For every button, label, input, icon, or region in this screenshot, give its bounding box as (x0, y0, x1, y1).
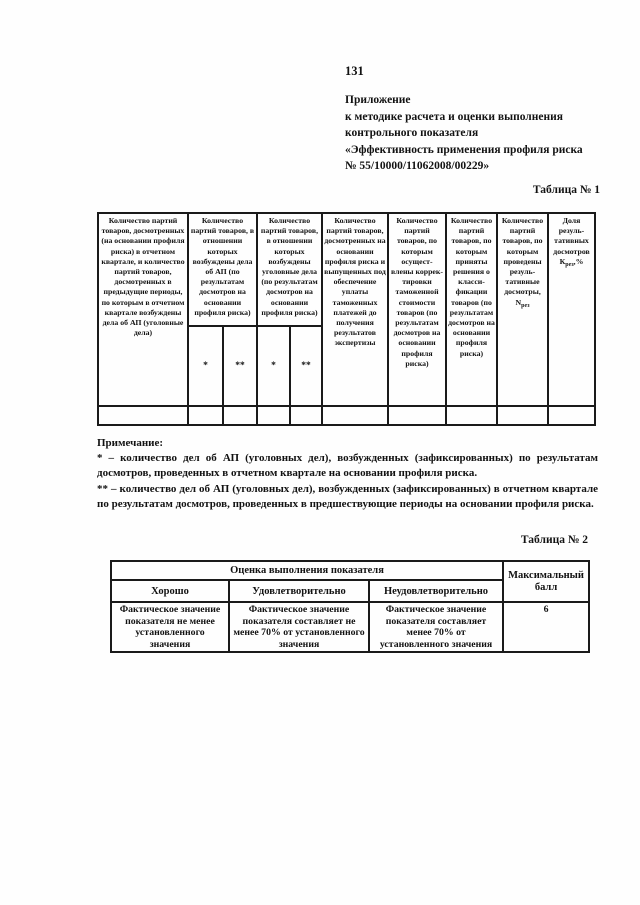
t2-rating-good: Хорошо (111, 580, 229, 602)
t2-max-score-header: Максимальный балл (503, 561, 589, 602)
page-number: 131 (345, 64, 364, 78)
t1-subheader-doublestar: ** (223, 326, 257, 406)
t2-rating-satisfactory: Удовлетворительно (229, 580, 369, 602)
table2-caption: Таблица № 2 (520, 534, 588, 546)
t1-header-col3: Количество партий товаров, в отношении которых возбуждены уголовные дела (по результатам досмотров на основании профиля риска) (257, 213, 322, 326)
t1-empty-cell (98, 406, 188, 425)
t2-max-score-value: 6 (503, 602, 589, 652)
note-double-star: ** – количество дел об АП (уголовных дел), возбужденных (зафиксированных) в отчетном квартале по результатам досмотров, проведенных в предшествующие периоды на основании профиля риска. (97, 482, 598, 510)
t2-rating-unsatisfactory: Неудовлетворительно (369, 580, 503, 602)
t1-empty-cell (388, 406, 446, 425)
t1-header-col1: Количество партий товаров, досмотренных (на основании профиля риска) в отчетном квартале, и количество партий товаров, досмотренных в предыдущие периоды, по которым в отчетном квартале возбуждены дела об АП (уголовные дела) (98, 213, 188, 406)
t2-criterion-good: Фактическое значение показателя не менее установленного значения (111, 602, 229, 652)
t2-criterion-unsatisfactory: Фактическое значение показателя составляет менее 70% от установленного значения (369, 602, 503, 652)
appendix-line: № 55/10000/11062008/00229» (345, 160, 490, 172)
notes-block (97, 436, 598, 512)
t1-empty-cell (548, 406, 595, 425)
t1-header-col4: Количество партий товаров, досмотренных на основании профиля риска и выпущенных под обеспечение уплаты таможенных платежей до получения результатов экспертизы (322, 213, 388, 406)
table1-caption: Таблица № 1 (532, 184, 600, 196)
appendix-title (345, 92, 583, 175)
t2-group-header: Оценка выполнения показателя (111, 561, 503, 580)
table2 (110, 560, 590, 653)
t1-header-col6: Количество партий товаров, по которым приняты решения о класси- фикации товаров (по результатам досмотров на основании профиля риска) (446, 213, 497, 406)
t1-col8-text: Доля резуль- тативных досмотров (553, 216, 590, 256)
t1-subheader-star: * (188, 326, 223, 406)
table1 (97, 212, 596, 426)
t1-header-col8 (548, 213, 595, 406)
t1-col8-symbol: $К_{рез},\%$ (559, 256, 584, 268)
t1-col7-symbol: $N_{рез}$ (515, 297, 530, 309)
t1-empty-cell (322, 406, 388, 425)
note-single-star: * – количество дел об АП (уголовных дел), возбужденных (зафиксированных) по результатам досмотров, проведенных в отчетном квартале на основании профиля риска. (97, 452, 598, 480)
notes-title: Примечание: (97, 437, 164, 449)
t2-criterion-satisfactory: Фактическое значение показателя составляет не менее 70% от установленного значения (229, 602, 369, 652)
appendix-line: «Эффективность применения профиля риска (345, 143, 583, 156)
document-header (345, 64, 583, 175)
appendix-line: Приложение (345, 94, 411, 106)
t1-empty-cell (223, 406, 257, 425)
t1-empty-cell (257, 406, 290, 425)
t1-empty-cell (290, 406, 322, 425)
t1-header-col2: Количество партий товаров, в отношении которых возбуждены дела об АП (по результатам досмотров на основании профиля риска) (188, 213, 257, 326)
t1-header-col7 (497, 213, 548, 406)
appendix-line: к методике расчета и оценки выполнения (345, 110, 563, 123)
appendix-line: контрольного показателя (345, 127, 479, 139)
t1-empty-cell (188, 406, 223, 425)
t1-subheader-star: * (257, 326, 290, 406)
t1-header-col5: Количество партий товаров, по которым осущест- влены коррек- тировки таможенной стоимости товаров (по результатам досмотров на основании профиля риска) (388, 213, 446, 406)
t1-col7-text: Количество партий товаров, по которым проведены резуль- тативные досмотры, (501, 216, 544, 297)
t1-data-row (98, 406, 595, 425)
t1-subheader-doublestar: ** (290, 326, 322, 406)
t1-empty-cell (446, 406, 497, 425)
t1-empty-cell (497, 406, 548, 425)
